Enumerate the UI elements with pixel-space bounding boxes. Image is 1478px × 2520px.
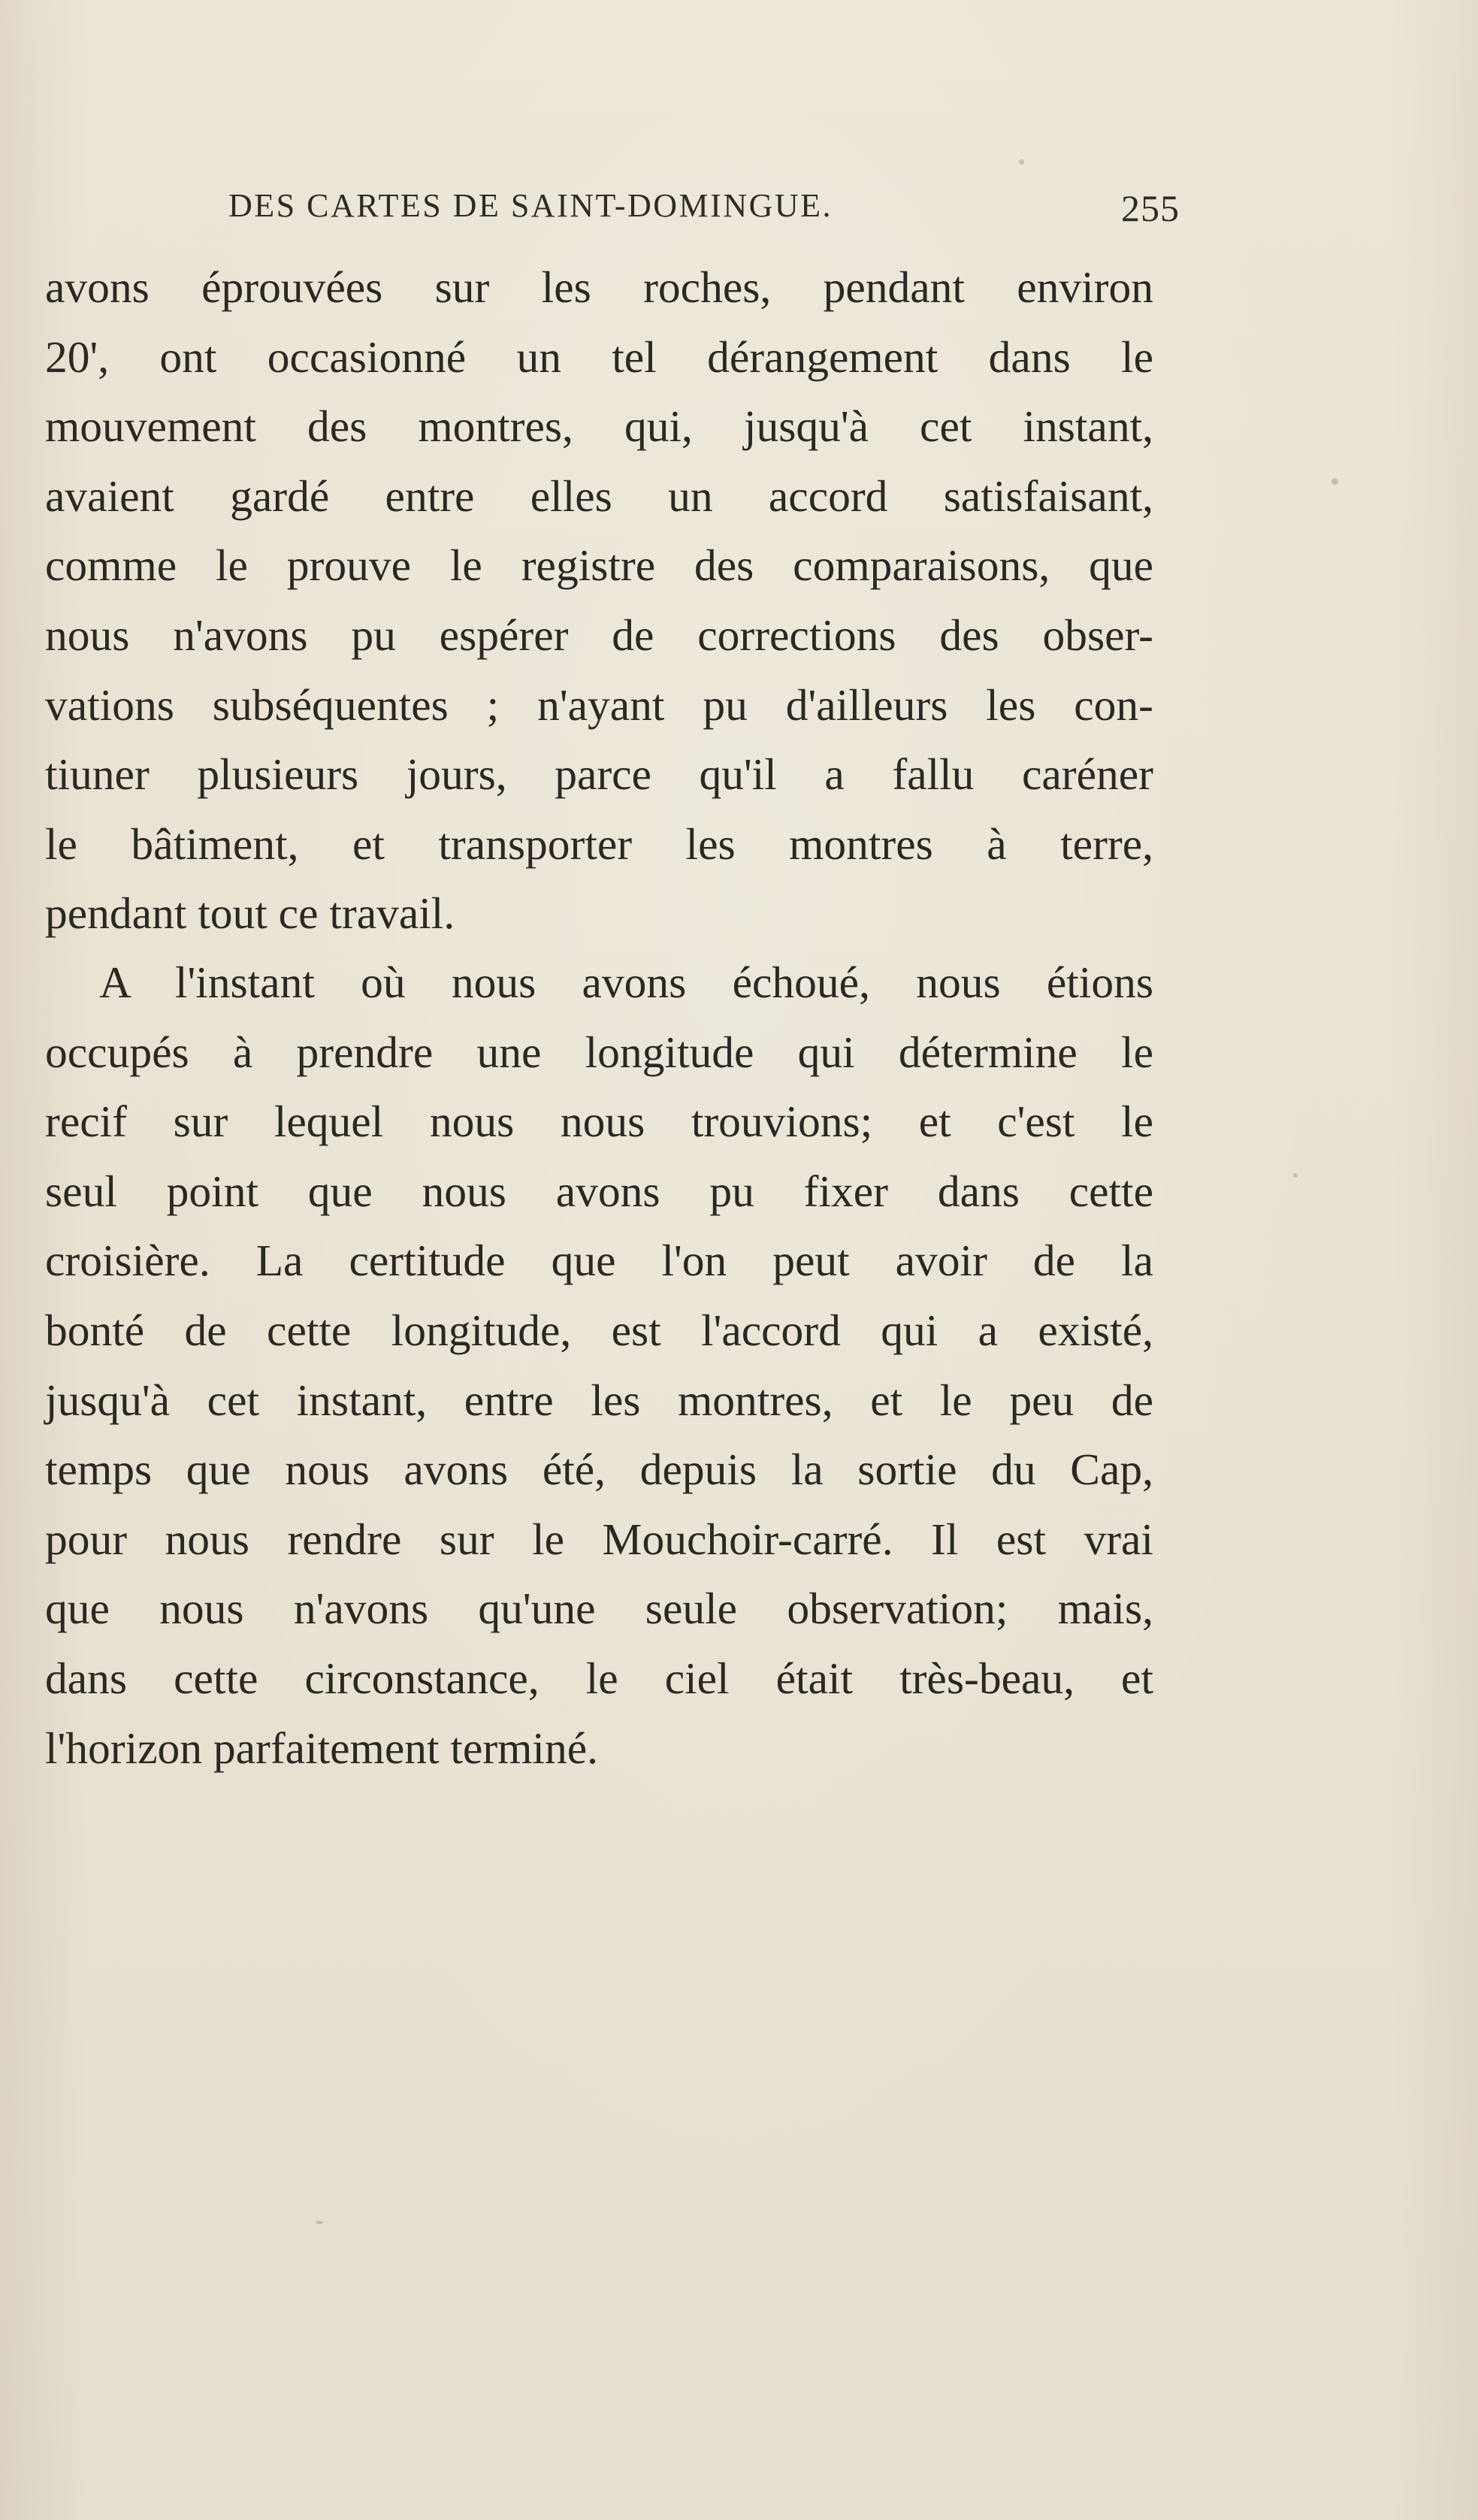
text-line: pour nous rendre sur le Mouchoir-carré. Il est vrai — [45, 1514, 1153, 1564]
paragraph-2 — [45, 948, 1153, 1783]
page-number: 255 — [1121, 187, 1180, 229]
text-line: temps que nous avons été, depuis la sortie du Cap, — [45, 1445, 1153, 1495]
text-line: bonté de cette longitude, est l'accord qui a existé, — [45, 1305, 1153, 1355]
running-head — [228, 186, 1180, 231]
text-line: l'horizon parfaitement terminé. — [45, 1723, 598, 1773]
paper-speck — [1019, 159, 1024, 165]
running-title: DES CARTES DE SAINT-DOMINGUE. — [228, 187, 833, 224]
paper-speck — [316, 2221, 323, 2224]
paper-speck — [1293, 1173, 1298, 1178]
paper-speck — [1331, 478, 1338, 485]
paragraph-1 — [45, 253, 1153, 948]
text-line: que nous n'avons qu'une seule observation; mais, — [45, 1584, 1153, 1634]
text-line: dans cette circonstance, le ciel était très-beau, et — [45, 1653, 1153, 1703]
text-line: recif sur lequel nous nous trouvions; et c'est le — [45, 1097, 1153, 1147]
text-line: tiuner plusieurs jours, parce qu'il a fallu caréner — [45, 749, 1153, 800]
text-line: nous n'avons pu espérer de corrections des obser- — [45, 610, 1153, 660]
text-line: A l'instant où nous avons échoué, nous étions — [99, 957, 1153, 1007]
text-line: avons éprouvées sur les roches, pendant environ — [45, 262, 1153, 312]
text-line: 20', ont occasionné un tel dérangement dans le — [45, 331, 1153, 382]
text-line: comme le prouve le registre des comparaisons, que — [45, 540, 1153, 591]
text-line: vations subséquentes ; n'ayant pu d'ailleurs les con- — [45, 679, 1153, 730]
text-line: croisière. La certitude que l'on peut avoir de la — [45, 1236, 1153, 1286]
text-line: le bâtiment, et transporter les montres à terre, — [45, 818, 1153, 869]
text-line: seul point que nous avons pu fixer dans cette — [45, 1166, 1153, 1216]
text-line: occupés à prendre une longitude qui détermine le — [45, 1027, 1153, 1077]
text-line: pendant tout ce travail. — [45, 888, 455, 939]
text-line: avaient gardé entre elles un accord satisfaisant, — [45, 470, 1153, 521]
text-line: mouvement des montres, qui, jusqu'à cet instant, — [45, 401, 1153, 452]
text-line: jusqu'à cet instant, entre les montres, et le peu de — [45, 1375, 1153, 1425]
